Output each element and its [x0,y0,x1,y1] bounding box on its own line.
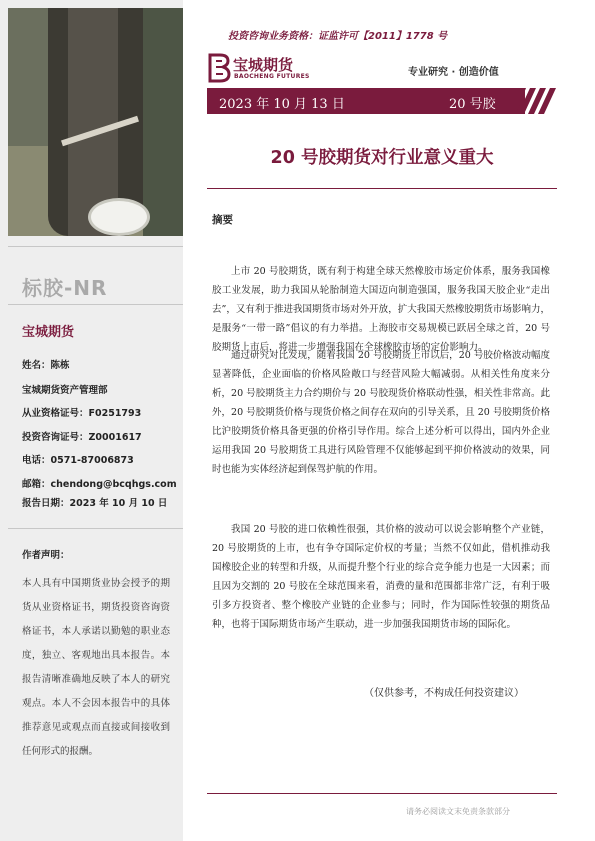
footer-text: 请务必阅读文末免责条款部分 [406,807,510,816]
report-date: 报告日期：2023 年 10 月 10 日 [22,498,168,509]
qualification-line: 投资咨询业务资格：证监许可【2011】1778 号 [228,31,448,42]
logo-mark-icon [207,53,231,83]
slogan: 专业研究 · 创造价值 [408,67,499,78]
rubber-tapping-photo [8,8,183,236]
sidebar-divider [8,246,183,247]
abstract-paragraph: 通过研究对比发现，随着我国 20 号胶期货上市以后，20 号胶价格波动幅度显著降低，企业面临的价格风险敞口与经营风险大幅减弱。从相关性角度来分析，20 号胶期货主力合约期价与 20 号胶现货价格联动性强，相关性非常高。此外，20 号胶期货价格与现货价格之间存在双向的引导关系，且 20 号胶期货价格比沪胶期货价格具备更强的价格引导作用。综合上述分析可以得出，国内外企业运用我国 20 号胶期货工具进行风险管理不仅能够起到平抑价格波动的效果，同时也能为实体经济起到保驾护航的作用。 [212,350,550,475]
footer-divider [207,793,557,794]
author-name: 姓名：陈栋 [22,360,70,371]
declaration-title: 作者声明： [22,550,70,561]
author-phone: 电话：0571-87006873 [22,455,134,466]
author-declaration: 本人具有中国期货业协会授予的期货从业资格证书，期货投资咨询资格证书，本人承诺以勤勉的职业态度，独立、客观地出具本报告。本报告清晰准确地反映了本人的研究观点。本人不会因本报告中的具体推荐意见或观点而直接或间接收到任何形式的报酬。 [22,578,170,757]
logo-english: BAOCHENG FUTURES [234,73,310,80]
abstract-paragraph: 我国 20 号胶的进口依赖性很强，其价格的波动可以说会影响整个产业链，20 号胶期货的上市，也有争夺国际定价权的考量；当然不仅如此，借机推动我国橡胶企业的转型和升级，从而提升整个行业的综合竞争能力也是一大因素；而且因为交割的 20 号胶在全球范围来看，消费的量和范围都非常广泛，有利于吸引多方投资者、整个橡胶产业链的企业参与；同时，作为国际性较强的期货品种，也将于国际期货市场产生联动，进一步加强我国期货市场的国际化。 [212,524,550,630]
sidebar-divider [8,528,183,529]
title-divider [207,188,557,189]
report-title: 20 号胶期货对行业意义重大 [270,148,494,168]
author-department: 宝城期货资产管理部 [22,385,108,396]
sidebar-divider [8,304,183,305]
product-label: 标胶-NR [22,276,108,300]
company-name: 宝城期货 [22,325,75,340]
company-logo [207,53,317,83]
author-email[interactable]: 邮箱：chendong@bcqhgs.com [22,479,177,490]
disclaimer-note: （仅供参考，不构成任何投资建议） [364,688,524,699]
abstract-paragraph: 上市 20 号胶期货，既有利于构建全球天然橡胶市场定价体系，服务我国橡胶工业发展，助力我国从轮胎制造大国迈向制造强国，服务我国天胶企业“走出去”，又有利于推进我国期货市场对外开放，扩大我国天然橡胶期货市场影响力，是服务“一带一路”倡议的有力举措。上海胶市交易规模已跃居全球之首，20 号胶期货上市后，将进一步增强我国在全球橡胶市场的定价影响力。 [212,266,550,353]
abstract-heading: 摘要 [212,214,233,226]
consulting-license: 投资咨询证号：Z0001617 [22,432,142,443]
practice-license: 从业资格证号：F0251793 [22,408,142,419]
product-tag: 20 号胶 [449,97,496,112]
report-date-banner: 2023 年 10 月 13 日 [219,97,345,112]
banner-stripes-icon [516,88,556,114]
logo-text: 宝城期货 [233,56,294,74]
